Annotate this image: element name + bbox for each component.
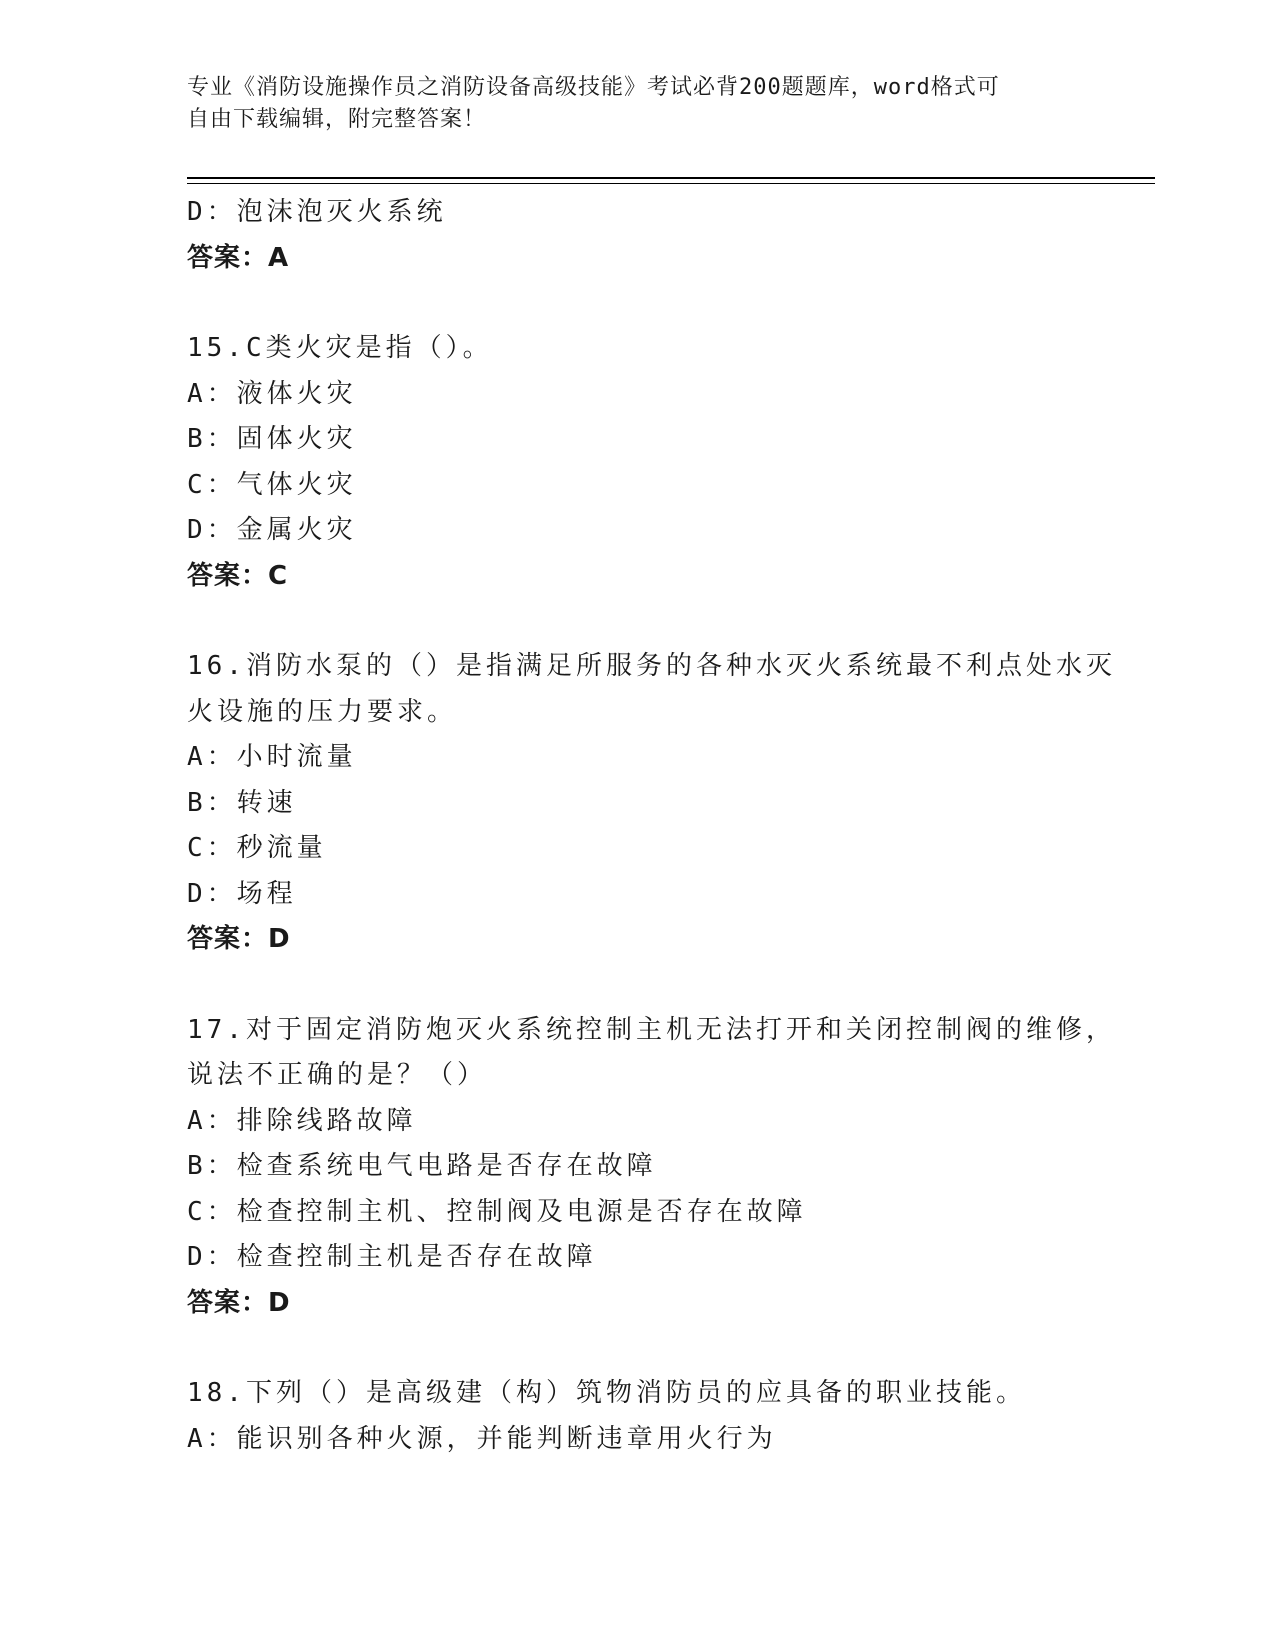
option-d: D：检查控制主机是否存在故障 [187,1242,597,1272]
question-text: 17.对于固定消防炮灭火系统控制主机无法打开和关闭控制阀的维修， [187,1014,1116,1045]
answer-line: 答案：C [187,560,289,591]
question-18 [187,1371,1087,1462]
question-text: 16.消防水泵的（）是指满足所服务的各种水灭火系统最不利点处水灭 [187,651,1116,681]
option-a: A：能识别各种火源，并能判断违章用火行为 [187,1423,777,1454]
answer-line: 答案：A [187,242,290,273]
question-17 [187,1008,1116,1327]
question-text-cont: 火设施的压力要求。 [187,696,458,727]
option-c: C：秒流量 [187,833,327,863]
question-text-cont: 说法不正确的是？（） [187,1060,488,1090]
question-16 [187,644,1116,963]
header-rule-thin [187,183,1155,184]
option-c: C：气体火灾 [187,469,357,500]
option-d: D：金属火灾 [187,515,357,545]
option-a: A：液体火灾 [187,378,357,409]
header-line-2: 自由下载编辑，附完整答案！ [187,107,487,132]
option-d: D：场程 [187,878,297,909]
option-d: D：泡沫泡灭火系统 [187,197,447,227]
question-text: 15.C类火灾是指（）。 [187,333,493,363]
document-header [187,72,1087,136]
option-a: A：排除线路故障 [187,1105,417,1136]
answer-line: 答案：D [187,924,291,954]
option-c: C：检查控制主机、控制阀及电源是否存在故障 [187,1196,807,1227]
header-line-1: 专业《消防设施操作员之消防设备高级技能》考试必背200题题库，word格式可 [187,75,1000,100]
question-15 [187,326,1087,599]
option-b: B：检查系统电气电路是否存在故障 [187,1151,657,1181]
answer-line: 答案：D [187,1287,291,1318]
option-b: B：转速 [187,787,297,818]
header-rule-thick [187,177,1155,179]
option-a: A：小时流量 [187,742,357,772]
question-list [187,190,1116,1462]
question-text: 18.下列（）是高级建（构）筑物消防员的应具备的职业技能。 [187,1378,1026,1408]
option-b: B：固体火灾 [187,424,357,454]
